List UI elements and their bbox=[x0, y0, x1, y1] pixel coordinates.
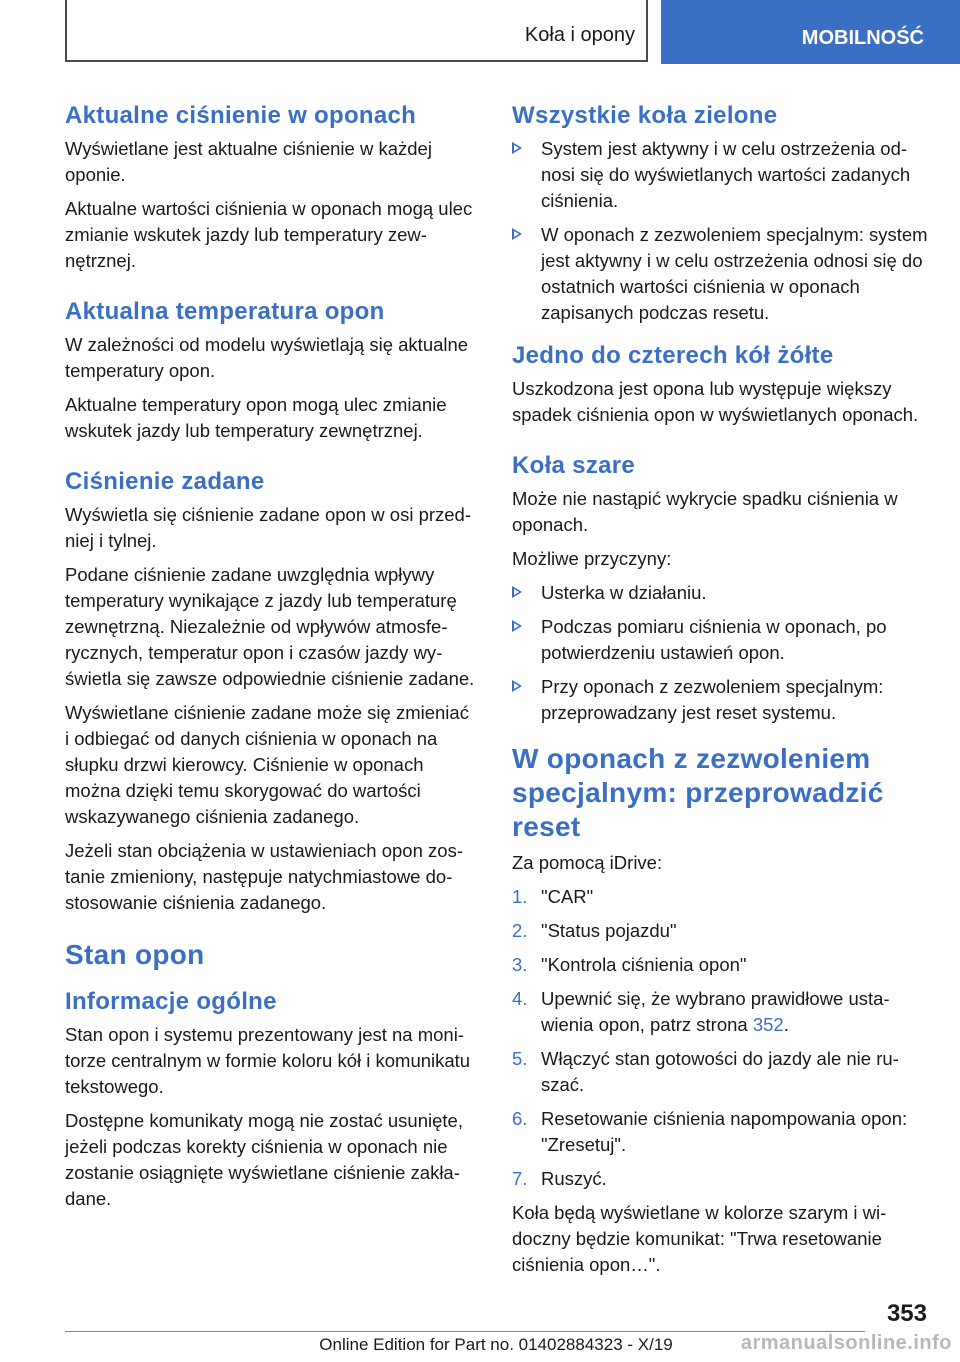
triangle-bullet-icon bbox=[512, 228, 522, 240]
list-item: Usterka w działaniu. bbox=[512, 580, 930, 606]
paragraph: Wyświetlane ciśnienie zadane może się zmieniać i odbiegać od danych ciśnienia w oponach na słupku drzwi kierowcy. Ciśnienie w oponach można dzięki temu skorygować do wartości wskazywanego ciśnienia zadanego. bbox=[65, 702, 469, 827]
step-item: 7. Ruszyć. bbox=[512, 1168, 607, 1189]
paragraph: Wyświetlane jest aktualne ciśnienie w każdej oponie. bbox=[65, 138, 432, 185]
page-link[interactable]: 352 bbox=[752, 1014, 784, 1035]
right-column bbox=[512, 100, 930, 1286]
paragraph: Jeżeli stan obciążenia w ustawieniach opon zostanie zmieniony, następuje natychmiastowe dostosowanie ciśnienia zadanego. bbox=[65, 840, 463, 913]
heading-tire-state: Stan opon bbox=[65, 939, 205, 970]
bullet-list-green bbox=[512, 136, 930, 326]
paragraph: Stan opon i systemu prezentowany jest na monitorze centralnym w formie koloru kół i komunikatu tekstowego. bbox=[65, 1024, 471, 1097]
step-item: 6. Resetowanie ciśnienia napompowania opon: "Zresetuj". bbox=[512, 1108, 908, 1155]
paragraph: Dostępne komunikaty mogą nie zostać usunięte, jeżeli podczas korekty ciśnienia w oponach nie zostanie osiągnięte wyświetlane ciśnienie zakładane. bbox=[65, 1110, 463, 1209]
paragraph: Uszkodzona jest opona lub występuje większy spadek ciśnienia opon w wyświetlanych oponach. bbox=[512, 378, 919, 425]
paragraph: Podane ciśnienie zadane uwzględnia wpływy temperatury wynikające z jazdy lub temperaturę zewnętrzną. Niezależnie od wpływów atmosferycznych, temperatur opon i czasów jazdy wyświetla się zawsze odpowiednie ciśnienie zadane. bbox=[65, 564, 475, 689]
heading-all-green: Wszystkie koła zielone bbox=[512, 102, 778, 129]
paragraph: Możliwe przyczyny: bbox=[512, 548, 672, 569]
step-item: 4. Upewnić się, że wybrano prawidłowe ustawienia opon, patrz strona 352. bbox=[512, 988, 890, 1035]
chapter-tab[interactable]: MOBILNOŚĆ bbox=[661, 0, 960, 64]
heading-general-info: Informacje ogólne bbox=[65, 988, 277, 1015]
bullet-list-grey bbox=[512, 580, 930, 726]
paragraph: W zależności od modelu wyświetlają się aktualne temperatury opon. bbox=[65, 334, 469, 381]
list-item: Podczas pomiaru ciśnienia w oponach, po potwierdzeniu ustawień opon. bbox=[512, 614, 930, 666]
triangle-bullet-icon bbox=[512, 620, 522, 632]
heading-current-pressure: Aktualne ciśnienie w oponach bbox=[65, 102, 417, 129]
list-item: System jest aktywny i w celu ostrzeżenia odnosi się do wyświetlanych wartości zadanych ciśnienia. bbox=[512, 136, 930, 214]
triangle-bullet-icon bbox=[512, 680, 522, 692]
paragraph: Aktualne temperatury opon mogą ulec zmianie wskutek jazdy lub temperatury zewnętrznej. bbox=[65, 394, 447, 441]
paragraph: Wyświetla się ciśnienie zadane opon w osi przedniej i tylnej. bbox=[65, 504, 472, 551]
watermark: armanualsonline.info bbox=[740, 1332, 952, 1354]
paragraph: Aktualne wartości ciśnienia w oponach mogą ulec zmianie wskutek jazdy lub temperatury zewnętrznej. bbox=[65, 198, 473, 271]
heading-current-temperature: Aktualna temperatura opon bbox=[65, 298, 385, 325]
section-label: Koła i opony bbox=[524, 24, 635, 46]
list-item: Przy oponach z zezwoleniem specjalnym: przeprowadzany jest reset systemu. bbox=[512, 674, 930, 726]
paragraph: Za pomocą iDrive: bbox=[512, 852, 663, 873]
triangle-bullet-icon bbox=[512, 142, 522, 154]
step-item: 3. "Kontrola ciśnienia opon" bbox=[512, 954, 747, 975]
step-item: 5. Włączyć stan gotowości do jazdy ale nie ruszać. bbox=[512, 1048, 899, 1095]
heading-reset: W oponach z zezwoleniem specjalnym: przeprowadzić reset bbox=[512, 743, 884, 842]
heading-target-pressure: Ciśnienie zadane bbox=[65, 468, 265, 495]
page-number: 353 bbox=[886, 1300, 927, 1327]
list-item: W oponach z zezwoleniem specjalnym: system jest aktywny i w celu ostrzeżenia odnosi się do ostatnich wartości ciśnienia w oponach zapisanych podczas resetu. bbox=[512, 222, 930, 326]
paragraph: Może nie nastąpić wykrycie spadku ciśnienia w oponach. bbox=[512, 488, 898, 535]
heading-grey: Koła szare bbox=[512, 452, 636, 479]
triangle-bullet-icon bbox=[512, 586, 522, 598]
left-column bbox=[65, 100, 477, 1220]
step-item: 1. "CAR" bbox=[512, 886, 594, 907]
footer-edition: Online Edition for Part no. 01402884323 - X/19 bbox=[319, 1335, 673, 1354]
reset-steps bbox=[512, 884, 930, 1192]
heading-yellow: Jedno do czterech kół żółte bbox=[512, 342, 834, 369]
step-item: 2. "Status pojazdu" bbox=[512, 920, 677, 941]
paragraph: Koła będą wyświetlane w kolorze szarym i widoczny będzie komunikat: "Trwa resetowanie ciśnienia opon…". bbox=[512, 1202, 887, 1275]
